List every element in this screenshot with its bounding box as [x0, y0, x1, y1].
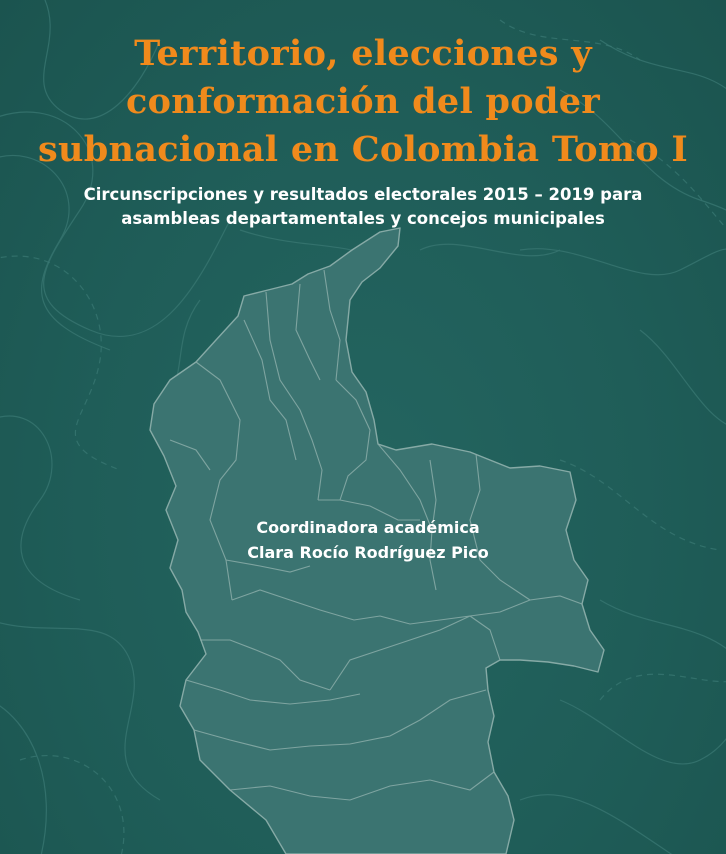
coordinator-name: Clara Rocío Rodríguez Pico [247, 543, 489, 562]
book-title [0, 30, 726, 174]
book-title-line-1: Territorio, elecciones y [134, 33, 592, 74]
coordinator-role: Coordinadora académica [256, 518, 480, 537]
coordinator-block [0, 515, 726, 565]
book-title-line-2: conformación del poder [125, 81, 601, 122]
book-subtitle-line-1: Circunscripciones y resultados electorales 2015 – 2019 para [83, 185, 643, 204]
book-title-line-3: subnacional en Colombia Tomo I [37, 129, 689, 170]
book-subtitle [0, 183, 726, 231]
book-subtitle-line-2: asambleas departamentales y concejos municipales [121, 209, 605, 228]
